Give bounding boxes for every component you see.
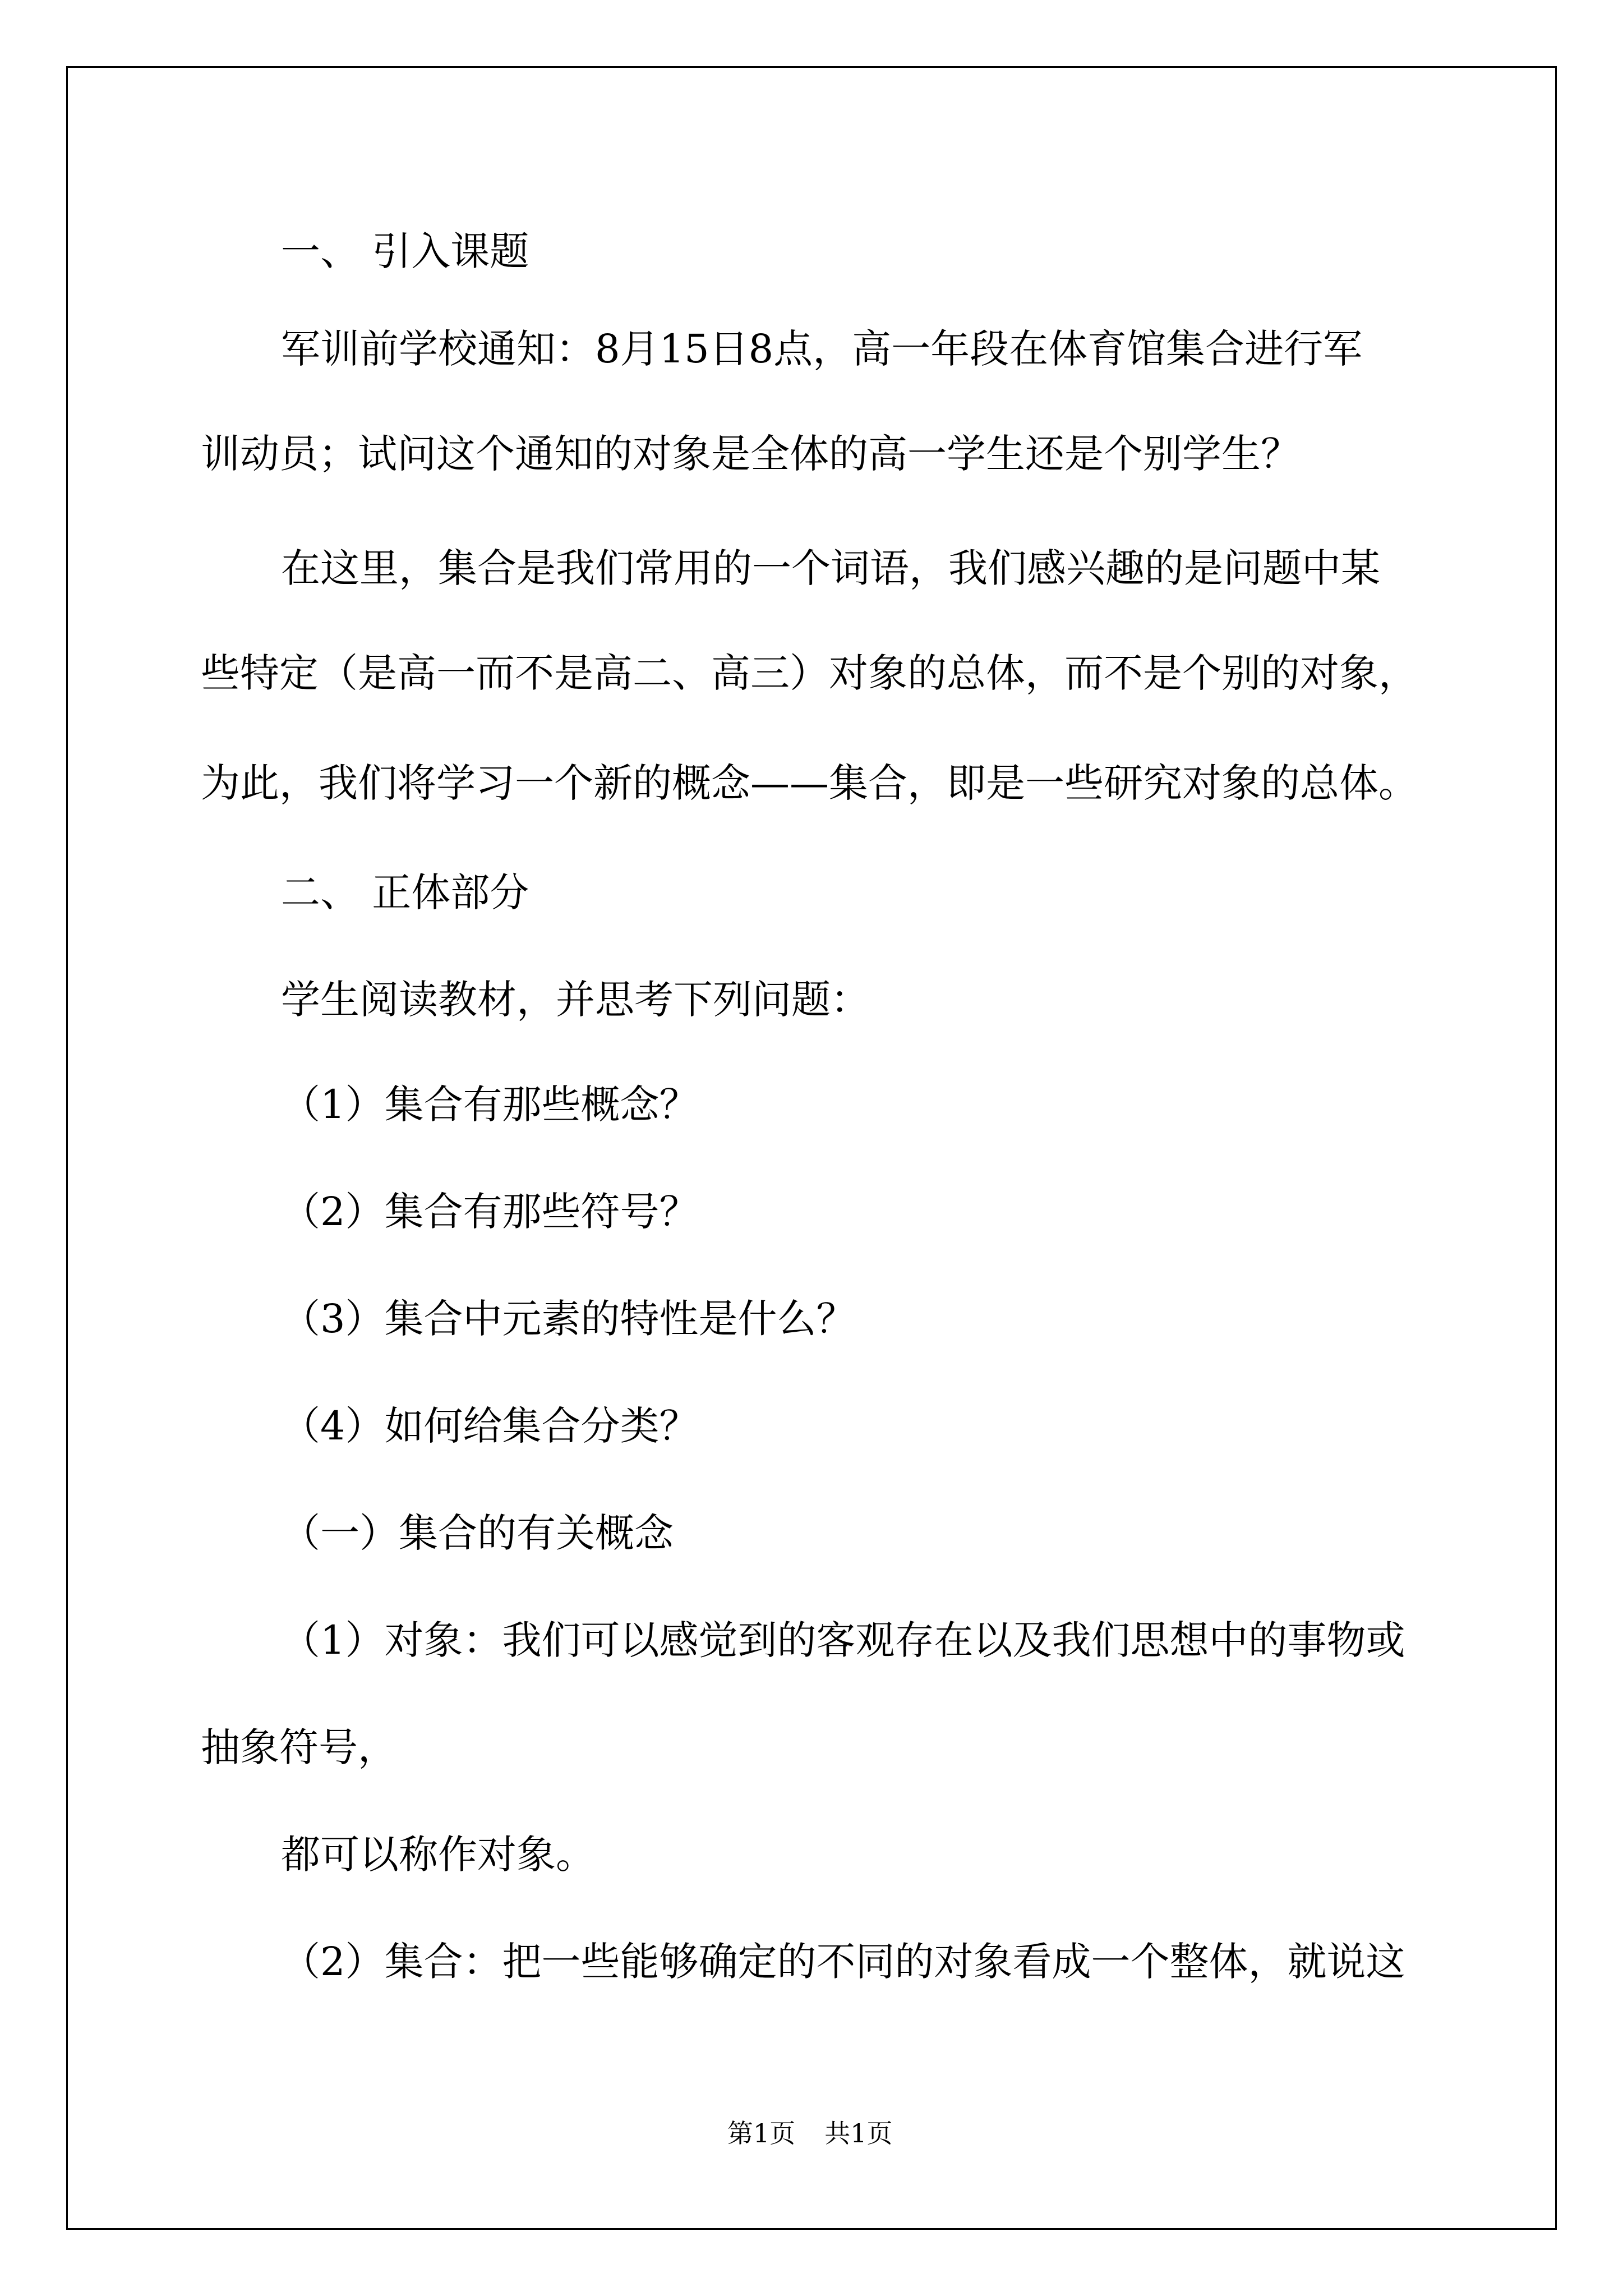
paragraph-line: 训动员；试问这个通知的对象是全体的高一学生还是个别学生？ <box>201 431 1300 477</box>
paragraph-line: （2）集合：把一些能够确定的不同的对象看成一个整体，就说这 <box>281 1939 1405 1985</box>
paragraph-line: 在这里，集合是我们常用的一个词语，我们感兴趣的是问题中某 <box>281 545 1380 591</box>
paragraph-line: 学生阅读教材，并思考下列问题： <box>281 977 870 1023</box>
paragraph-line: 都可以称作对象。 <box>281 1832 595 1878</box>
heading-intro: 一、 引入课题 <box>281 228 529 274</box>
paragraph-line: 抽象符号， <box>201 1724 397 1770</box>
question-item: （4）如何给集合分类？ <box>281 1403 699 1449</box>
page-border <box>66 66 1557 2230</box>
page-number-total: 共1页 <box>824 2118 893 2148</box>
paragraph-line: （1）对象：我们可以感觉到的客观存在以及我们思想中的事物或 <box>281 1617 1405 1663</box>
question-item: （2）集合有那些符号？ <box>281 1189 699 1235</box>
page-footer <box>727 2116 893 2150</box>
heading-main: 二、 正体部分 <box>281 869 529 915</box>
paragraph-line: 军训前学校通知：8月15日8点，高一年段在体育馆集合进行军 <box>281 326 1363 372</box>
page-number-current: 第1页 <box>727 2118 796 2148</box>
question-item: （1）集合有那些概念？ <box>281 1082 699 1128</box>
question-item: （3）集合中元素的特性是什么？ <box>281 1296 856 1342</box>
paragraph-line: 些特定（是高一而不是高二、高三）对象的总体，而不是个别的对象， <box>201 650 1418 696</box>
paragraph-line: 为此，我们将学习一个新的概念——集合，即是一些研究对象的总体。 <box>201 760 1418 806</box>
sub-heading: （一）集合的有关概念 <box>281 1510 674 1556</box>
